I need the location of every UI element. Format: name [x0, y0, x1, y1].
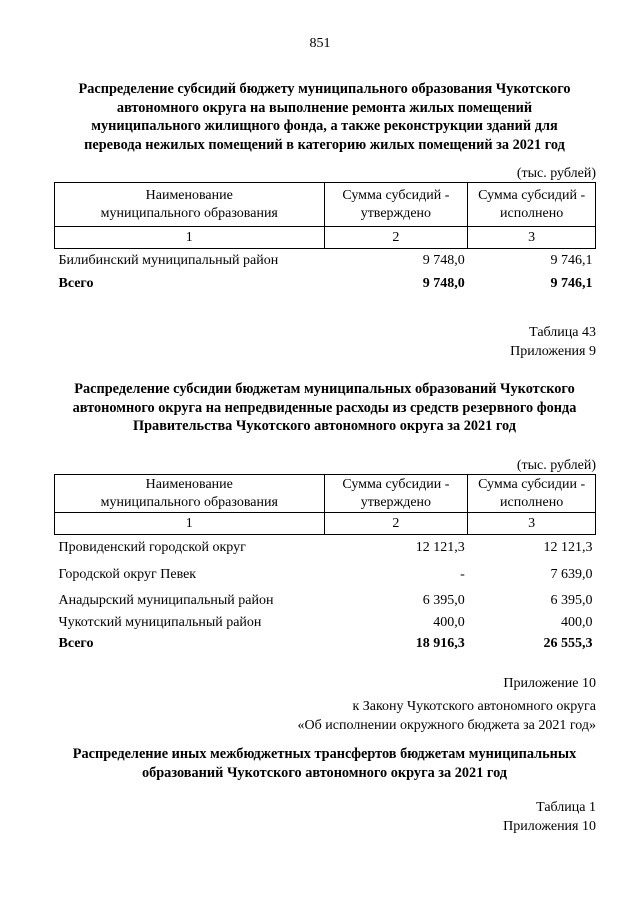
- appendix-label: Приложения 10: [503, 819, 596, 834]
- appendix-label: Приложения 9: [510, 344, 596, 359]
- title-line: образований Чукотского автономного округа за 2021 год: [141, 764, 508, 781]
- section3-title: [52, 745, 597, 782]
- index-cell: 2: [324, 513, 468, 535]
- table-header-row: [55, 183, 596, 227]
- table-label: Таблица 43: [529, 325, 596, 340]
- index-cell: 2: [324, 227, 468, 249]
- row-approved: -: [460, 566, 465, 582]
- index-cell: 3: [468, 513, 596, 535]
- row-name: Билибинский муниципальный район: [58, 252, 279, 268]
- row-executed: 400,0: [561, 614, 593, 630]
- title-line: Распределение иных межбюджетных трансфертов бюджетам муниципальных: [72, 746, 577, 762]
- row-approved: 12 121,3: [415, 539, 465, 555]
- header-name: Наименование муниципального образования: [55, 475, 325, 513]
- table-header-row: [55, 475, 596, 513]
- row-name: Провиденский городской округ: [58, 539, 246, 555]
- section1-table: [54, 182, 596, 295]
- title-line: перевода нежилых помещений в категорию жилых помещений за 2021 год: [84, 136, 565, 153]
- section2-table: [54, 474, 596, 655]
- row-approved: 6 395,0: [422, 592, 465, 608]
- table-row: [55, 561, 596, 589]
- section3-table-note: [503, 798, 596, 836]
- row-executed: 7 639,0: [550, 566, 593, 582]
- header-executed: Сумма субсидии - исполнено: [468, 475, 596, 513]
- table-total-row: [55, 633, 596, 655]
- section2-units: (тыс. рублей): [516, 458, 596, 473]
- title-line: муниципального жилищного фонда, а также реконструкции зданий для: [91, 118, 558, 134]
- table-row: [55, 589, 596, 613]
- table-index-row: [55, 513, 596, 535]
- title-line: Распределение субсидий бюджету муниципального образования Чукотского: [78, 81, 571, 97]
- row-name: Городской округ Певек: [58, 566, 197, 582]
- title-line: автономного округа на непредвиденные расходы из средств резервного фонда: [72, 399, 577, 416]
- row-executed: 9 746,1: [550, 252, 593, 268]
- total-label: Всего: [58, 635, 94, 651]
- row-approved: 9 748,0: [422, 252, 465, 268]
- row-name: Анадырский муниципальный район: [58, 592, 274, 608]
- title-line: Распределение субсидии бюджетам муниципальных образований Чукотского: [74, 381, 575, 397]
- title-line: автономного округа на выполнение ремонта жилых помещений: [116, 99, 533, 116]
- header-executed: Сумма субсидий - исполнено: [468, 183, 596, 227]
- header-name: Наименование муниципального образования: [55, 183, 325, 227]
- table-row: [55, 249, 596, 273]
- table-row: [55, 613, 596, 633]
- law-reference: [298, 697, 596, 735]
- row-name: Чукотский муниципальный район: [58, 614, 262, 630]
- law-line: к Закону Чукотского автономного округа: [352, 699, 596, 714]
- index-cell: 1: [55, 513, 325, 535]
- table-index-row: [55, 227, 596, 249]
- section2-table-note: [510, 323, 596, 361]
- table-row: [55, 535, 596, 561]
- total-executed: 26 555,3: [543, 635, 593, 651]
- total-approved: 9 748,0: [422, 275, 465, 291]
- law-line: «Об исполнении окружного бюджета за 2021 год»: [297, 718, 596, 733]
- index-cell: 1: [55, 227, 325, 249]
- row-approved: 400,0: [433, 614, 465, 630]
- section1-title: [52, 80, 597, 154]
- title-line: Правительства Чукотского автономного округа за 2021 год: [132, 418, 517, 434]
- section1-units: (тыс. рублей): [516, 166, 596, 181]
- header-approved: Сумма субсидий - утверждено: [324, 183, 468, 227]
- section2-title: [52, 380, 597, 436]
- index-cell: 3: [468, 227, 596, 249]
- total-label: Всего: [58, 275, 94, 291]
- header-approved: Сумма субсидии - утверждено: [324, 475, 468, 513]
- total-approved: 18 916,3: [415, 635, 465, 651]
- table-total-row: [55, 273, 596, 295]
- total-executed: 9 746,1: [550, 275, 593, 291]
- page-number: 851: [309, 36, 331, 51]
- row-executed: 6 395,0: [550, 592, 593, 608]
- appendix-10-label: Приложение 10: [503, 676, 596, 691]
- table-label: Таблица 1: [536, 800, 596, 815]
- row-executed: 12 121,3: [543, 539, 593, 555]
